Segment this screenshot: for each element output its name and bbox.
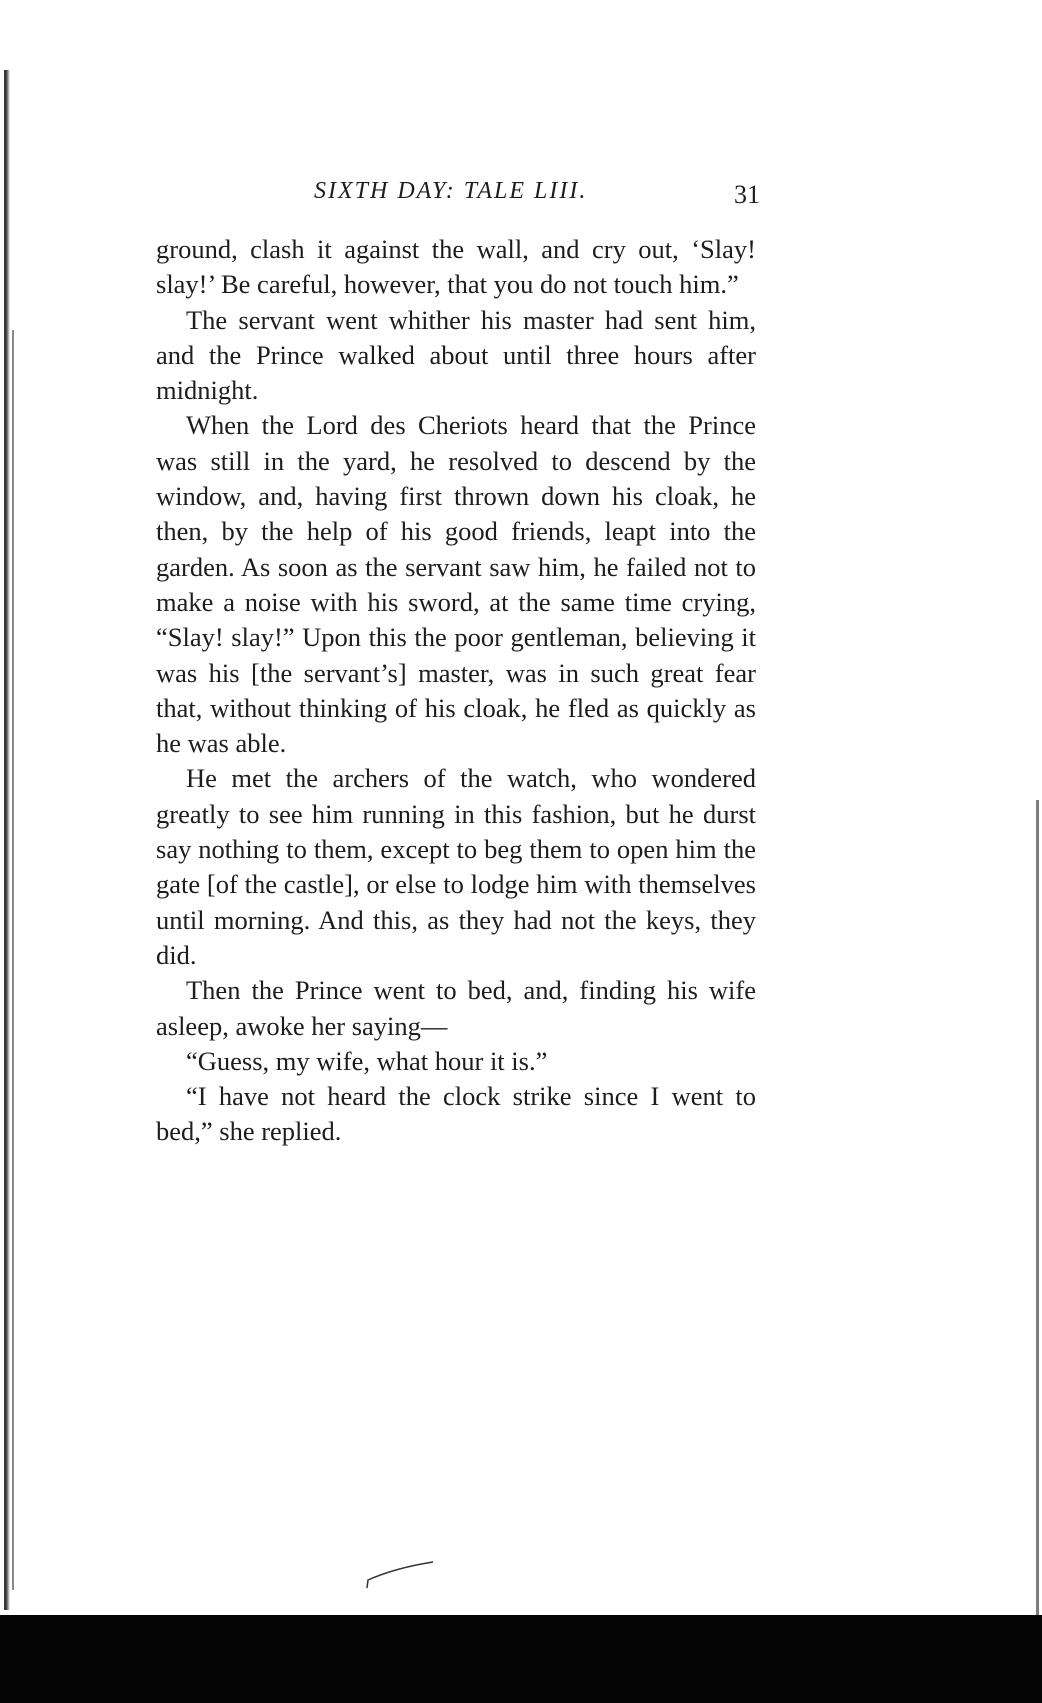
- paragraph-4: He met the archers of the watch, who wondered greatly to see him running in this fashion, but he durst say nothing to them, except to beg them to open him the gate [of the castle], or else to lodge him with themselves until morning. And this, as they had not the keys, they did.: [156, 763, 756, 970]
- paragraph-6: “Guess, my wife, what hour it is.”: [186, 1045, 548, 1076]
- body-text: [156, 232, 756, 1150]
- scan-bottom-shadow: [0, 1615, 1042, 1703]
- scan-right-edge: [1036, 800, 1039, 1620]
- paragraph-5: Then the Prince went to bed, and, finding his wife asleep, awoke her saying—: [156, 975, 756, 1041]
- paragraph-7: “I have not heard the clock strike since I went to bed,” she replied.: [156, 1081, 756, 1147]
- scan-binding-line: [12, 330, 14, 1590]
- paragraph-2: The servant went whither his master had sent him, and the Prince walked about until three hours after midnight.: [156, 304, 756, 406]
- paragraph-3: When the Lord des Cheriots heard that the Prince was still in the yard, he resolved to descend by the window, and, having first thrown down his cloak, he then, by the help of his good friends, leapt into the garden. As soon as the servant saw him, he failed not to make a noise with his sword, at the same time crying, “Slay! slay!” Upon this the poor gentleman, believing it was his [the servant’s] master, was in such great fear that, without thinking of his cloak, he fled as quickly as he was able.: [156, 410, 756, 759]
- page-number: 31: [734, 180, 760, 209]
- pencil-mark-icon: [365, 1560, 435, 1590]
- paragraph-1: ground, clash it against the wall, and cry out, ‘Slay! slay!’ Be careful, however, that you do not touch him.”: [156, 234, 756, 300]
- running-head: [150, 178, 760, 214]
- running-title: SIXTH DAY: TALE LIII.: [314, 178, 588, 204]
- scan-binding-edge: [4, 70, 10, 1610]
